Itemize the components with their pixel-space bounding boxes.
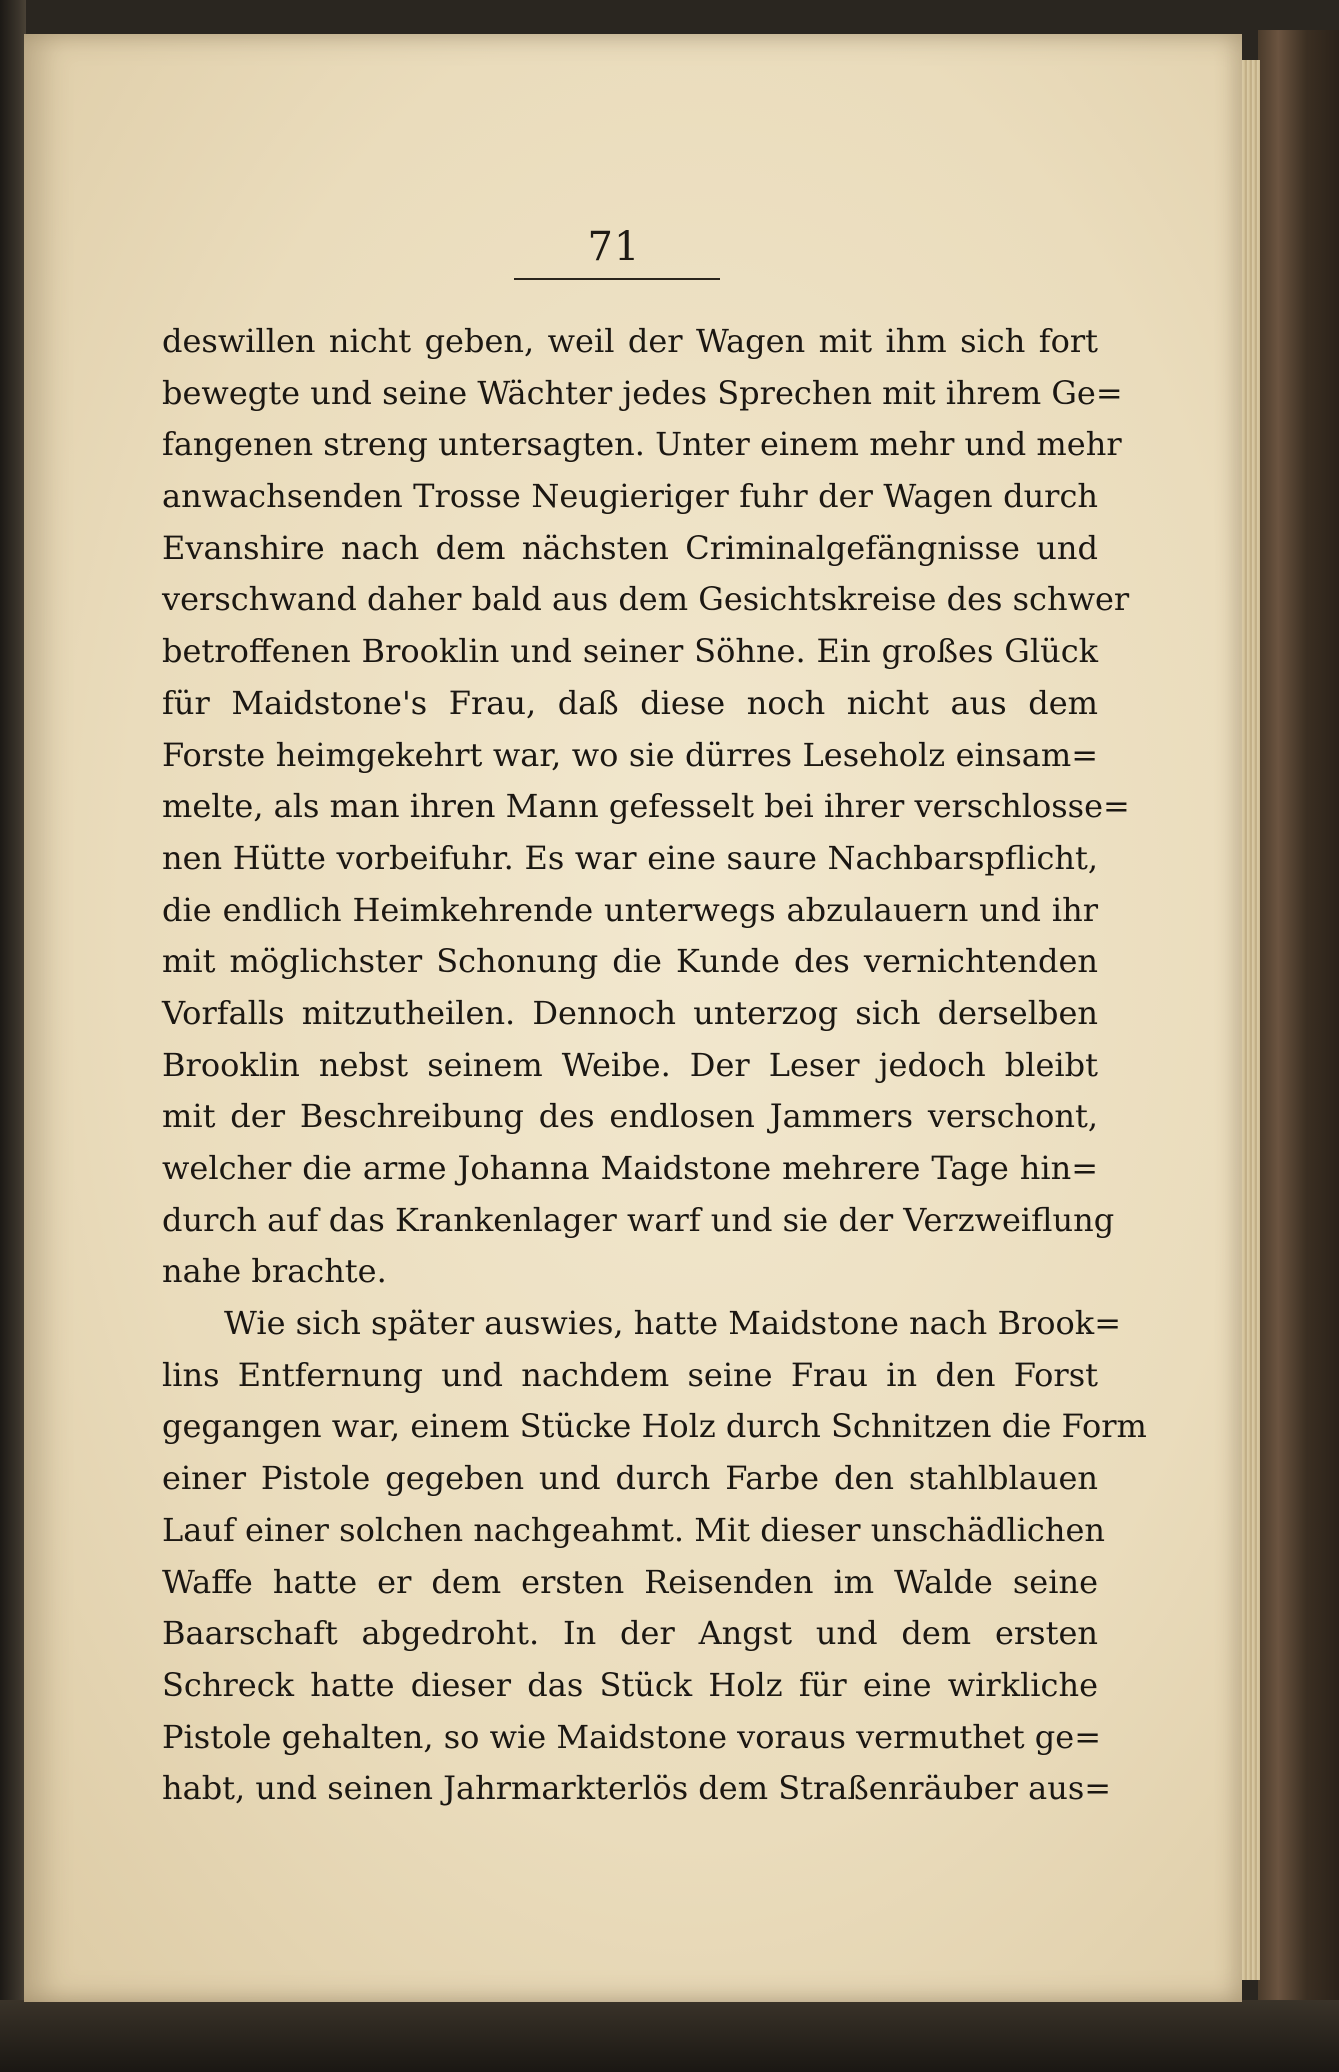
book-cover-right bbox=[1258, 30, 1339, 2020]
text-line-paragraph-end: nahe brachte. bbox=[162, 1252, 387, 1291]
text-line: Pistole gehalten, so wie Maidstone voraus vermuthet ge= bbox=[162, 1717, 1102, 1756]
book-page bbox=[24, 34, 1242, 2002]
text-line: nen Hütte vorbeifuhr. Es war eine saure Nachbarspflicht, bbox=[162, 838, 1098, 877]
text-line: verschwand daher bald aus dem Gesichtskreise des schwer bbox=[162, 580, 1130, 619]
text-line: welcher die arme Johanna Maidstone mehrere Tage hin= bbox=[162, 1149, 1098, 1187]
book-cover-bottom bbox=[0, 2000, 1339, 2072]
header-rule bbox=[514, 278, 720, 280]
page-body-text bbox=[162, 316, 1147, 1815]
text-line: Evanshire nach dem nächsten Criminalgefängnisse und bbox=[162, 528, 1098, 567]
text-line: gegangen war, einem Stücke Holz durch Schnitzen die Form bbox=[162, 1407, 1147, 1446]
text-line: Lauf einer solchen nachgeahmt. Mit dieser unschädlichen bbox=[162, 1510, 1105, 1549]
text-line: die endlich Heimkehrende unterwegs abzulauern und ihr bbox=[162, 890, 1098, 929]
text-line: Baarschaft abgedroht. In der Angst und dem ersten bbox=[162, 1614, 1098, 1653]
text-line: anwachsenden Trosse Neugieriger fuhr der Wagen durch bbox=[162, 477, 1098, 516]
text-line: habt, und seinen Jahrmarkterlös dem Straßenräuber aus= bbox=[162, 1769, 1112, 1808]
text-line: Schreck hatte dieser das Stück Holz für eine wirkliche bbox=[162, 1665, 1098, 1704]
text-line: Waffe hatte er dem ersten Reisenden im Walde seine bbox=[162, 1562, 1098, 1601]
text-line: fangenen streng untersagten. Unter einem mehr und mehr bbox=[162, 425, 1122, 464]
text-line: Forste heimgekehrt war, wo sie dürres Leseholz einsam= bbox=[162, 735, 1098, 774]
text-line-paragraph-start: Wie sich später auswies, hatte Maidstone nach Brook= bbox=[224, 1304, 1121, 1343]
page-number: 71 bbox=[587, 224, 641, 270]
text-line: melte, als man ihren Mann gefesselt bei ihrer verschlosse= bbox=[162, 787, 1130, 826]
text-line: mit möglichster Schonung die Kunde des vernichtenden bbox=[162, 942, 1098, 981]
text-line: für Maidstone's Frau, daß diese noch nicht aus dem bbox=[162, 683, 1098, 722]
text-line: deswillen nicht geben, weil der Wagen mit ihm sich fort bbox=[162, 322, 1098, 360]
text-line: mit der Beschreibung des endlosen Jammers verschont, bbox=[162, 1097, 1098, 1136]
text-line: lins Entfernung und nachdem seine Frau in den Forst bbox=[162, 1355, 1098, 1394]
text-line: Brooklin nebst seinem Weibe. Der Leser jedoch bleibt bbox=[162, 1045, 1098, 1084]
text-line: bewegte und seine Wächter jedes Sprechen mit ihrem Ge= bbox=[162, 373, 1123, 412]
text-line: betroffenen Brooklin und seiner Söhne. Ein großes Glück bbox=[162, 632, 1098, 671]
book-cover-left bbox=[0, 0, 26, 2072]
text-line: einer Pistole gegeben und durch Farbe den stahlblauen bbox=[162, 1459, 1098, 1498]
text-line: Vorfalls mitzutheilen. Dennoch unterzog sich derselben bbox=[162, 993, 1098, 1032]
text-line: durch auf das Krankenlager warf und sie der Verzweiflung bbox=[162, 1200, 1115, 1239]
